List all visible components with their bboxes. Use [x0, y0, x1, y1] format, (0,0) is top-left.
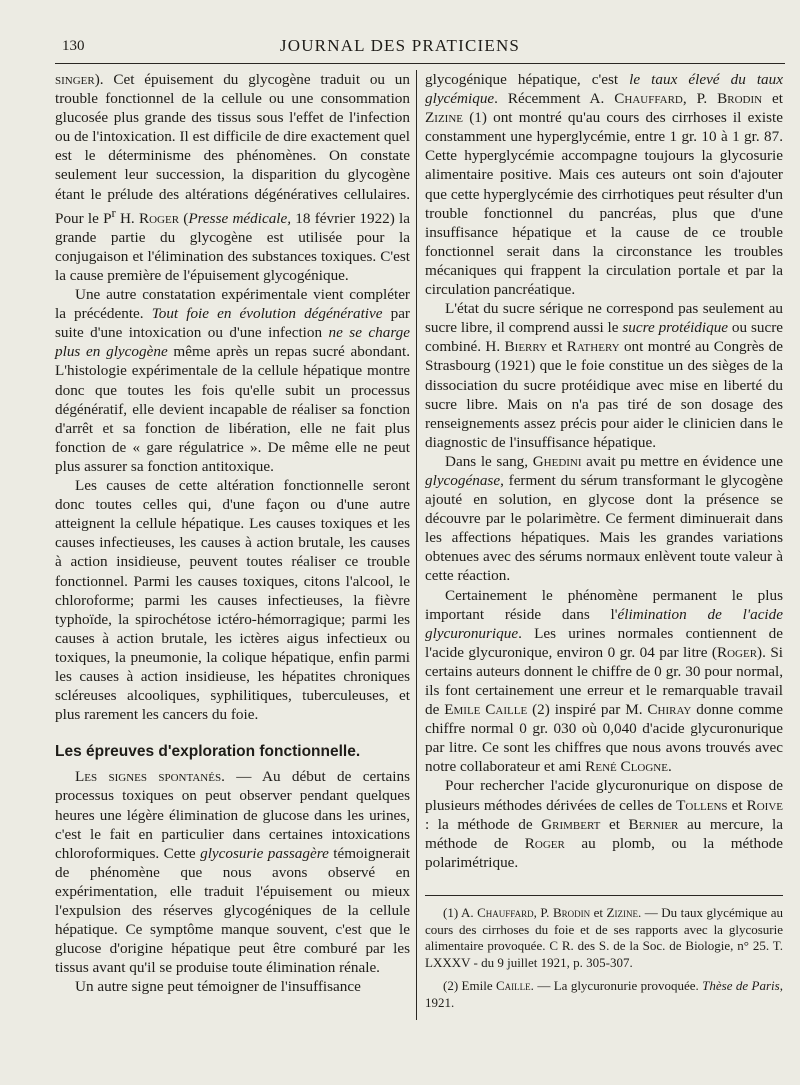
right-paragraph-2: L'état du sucre sérique ne correspond pas seulement au sucre libre, il comprend aussi le sucre protéidique ou sucre combiné. H. Bierry et Rathery ont montré au Congrès de Strasbourg (1921) que le foie constitue un des sièges de la dissociation du sucre protéidique avec mise en liberté du sucre libre. Mais on n'a pas tiré de son dosage des renseignements assez précis pour aider le clinicien dans le diagnostic de l'insuffisance hépatique.: [425, 300, 784, 451]
footnotes: [425, 905, 783, 1018]
running-head: JOURNAL DES PRATICIENS: [279, 36, 521, 55]
left-paragraph-2: Une autre constatation expérimentale vient compléter la précédente. Tout foie en évolution dégénérative par suite d'une intoxication ou d'une infection ne se charge plus en glycogène même après un repas sucré abondant. L'histologie expérimentale de la cellule hépatique montre donc que toutes les fois qu'elle subit un processus dégénératif, elle devient incapable de réaliser sa fonction d'arrêt et sa fonction de libération, elle ne fait plus fonction de « gare régulatrice ». De même elle ne peut plus assurer sa fonction antitoxique.: [55, 286, 410, 475]
footnote-1: (1) A. Chauffard, P. Brodin et Zizine. — Du taux glycémique au cours des cirrhoses du foie et de ses rapports avec la glycosurie alimentaire provoquée. C R. des S. de la Soc. de Biologie, n° 25. T. LXXXV - du 9 juillet 1921, p. 305-307.: [425, 905, 783, 970]
header-rule: [55, 63, 785, 64]
right-column: [425, 70, 783, 872]
footnote-rule: [425, 895, 783, 896]
left-paragraph-4: Les signes spontanés. — Au début de certains processus toxiques on peut observer pendant quelques heures une légère élimination de glucose dans les urines, c'est le fait en particulier dans certaines intoxications chloroformiques. Cette glycosurie passagère témoignerait de phénomène que nous avons observé en expérimentation, elle traduit l'épuisement ou mieux l'expulsion des réserves glycogéniques de la cellule hépatique. Ce symptôme manque souvent, c'est que le glucose d'origine hépatique peut être comburé par les tissus avant qu'il se produise toute élimination rénale.: [55, 768, 410, 977]
left-column: [55, 70, 410, 996]
right-paragraph-1: glycogénique hépatique, c'est le taux élevé du taux glycémique. Récemment A. Chauffard, P. Brodin et Zizine (1) ont montré qu'au cours des cirrhoses il existe constamment une hyperglycémie, entre 1 gr. 10 à 1 gr. 87. Cette hyperglycémie accompagne toujours la glycosurie alimentaire positive. Mais ces auteurs ont soin d'ajouter que cette hyperglycémie des cirrhotiques peut résulter d'un trouble fonctionnel du pancréas, plus que d'une insuffisance hépatique et la cause de ce trouble fonctionnel serait dans la circonstance les troubles mécaniques qui frappent la circulation portale et par la circulation pancréatique.: [425, 71, 783, 299]
right-paragraph-4: Certainement le phénomène permanent le plus important réside dans l'élimination de l'acide glycuronurique. Les urines normales contiennent de l'acide glycuronique, environ 0 gr. 04 par litre (Roger). Si certains auteurs donnent le chiffre de 0 gr. 30 pour normal, ils font certainement une erreur et le remarquable travail de Emile Caille (2) inspiré par M. Chiray donne comme chiffre normal 0 gr. 030 où 0,040 d'acide glycuronurique par litre. Ce sont les chiffres que nous avons trouvés avec notre collaborateur et ami René Clogne.: [425, 586, 783, 776]
left-paragraph-1: singer). Cet épuisement du glycogène traduit ou un trouble fonctionnel de la cellule ou une consommation glucosée plus grande des tissus sous l'effet de l'infection ou de l'intoxication. Il est difficile de dire exactement quel est le déterminisme des phénomènes. On constate seulement leur succession, la disparition du glycogène étant le prélude des altérations dégénératives cellulaires. Pour le $P^r$ H. Roger (Presse médicale, 18 février 1922) la grande partie du glycogène est utilisée pour la conjugaison et l'élimination des substances toxiques. C'est la cause première de l'épuisement glycogénique.: [55, 71, 410, 284]
right-paragraph-3: Dans le sang, Ghedini avait pu mettre en évidence une glycogénase, ferment du sérum transformant le glycogène ajouté en solution, en glycose dont la présence se découvre par le polarimètre. Ce ferment diminuerait dans les affections hépatiques. Mais les grandes variations obtenues avec des sérums normaux enlèvent toute valeur à cette réaction.: [425, 452, 783, 585]
section-heading: Les épreuves d'exploration fonctionnelle.: [55, 743, 361, 761]
footnote-2: (2) Emile Caille. — La glycuronurie provoquée. Thèse de Paris, 1921.: [425, 978, 783, 1010]
left-paragraph-5: Un autre signe peut témoigner de l'insuffisance: [75, 978, 361, 996]
left-paragraph-3: Les causes de cette altération fonctionnelle seront donc toutes celles qui, d'une façon ou d'une autre atteignent la cellule hépatique. Les causes toxiques et les causes infectieuses, les causes à action brutale, les causes à action insidieuse, peuvent toutes réaliser ce trouble fonctionnel. Parmi les causes toxiques, citons l'alcool, le chloroforme; parmi les causes infectieuses, la fièvre typhoïde, la spirochétose ictéro-hémorragique; parmi les causes à action brutale, les ictères aigus infectieux ou toxiques, la pneumonie, la colique hépatique, enfin parmi les causes à action insidieuse, les hépatites chroniques scléreuses alcooliques, syphilitiques, tuberculeuses, et plus rarement les cancers du foie.: [55, 477, 410, 724]
right-paragraph-5: Pour rechercher l'acide glycuronurique on dispose de plusieurs méthodes dérivées de celles de Tollens et Roive : la méthode de Grimbert et Bernier au mercure, la méthode de Roger au plomb, ou la méthode polarimétrique.: [425, 777, 783, 871]
page-number: 130: [62, 38, 85, 54]
column-divider: [416, 70, 417, 1020]
